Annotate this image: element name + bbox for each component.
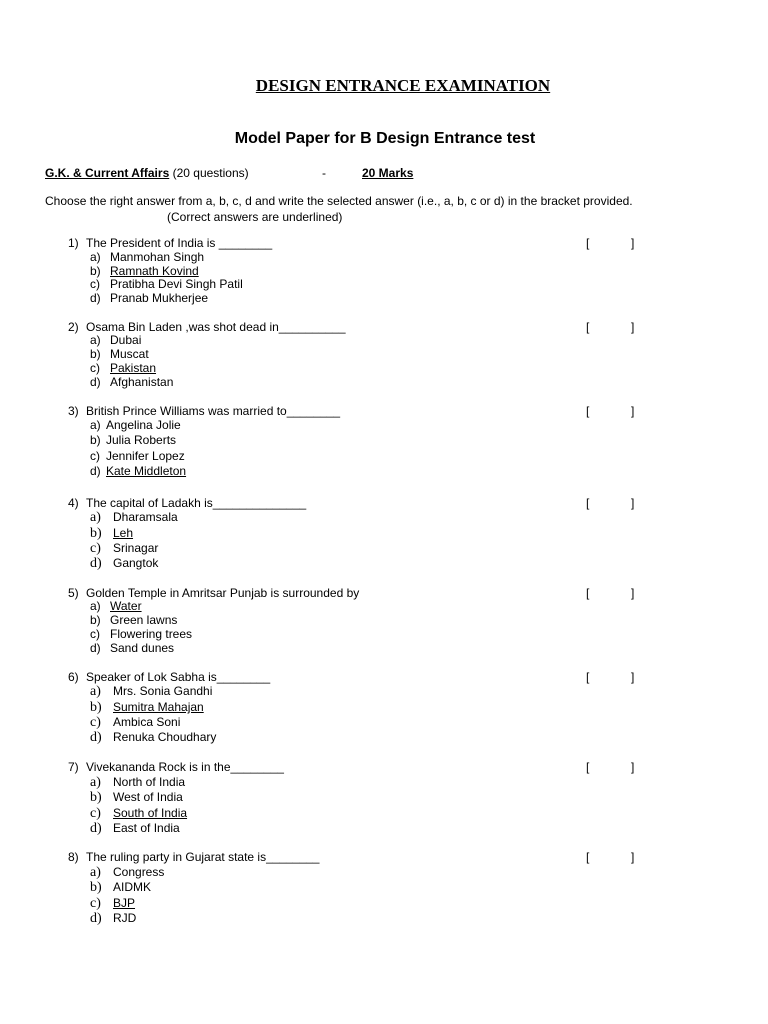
- option-b: b) Ramnath Kovind: [90, 264, 199, 278]
- question-text-line: [68, 236, 272, 251]
- answer-bracket-close: ]: [631, 760, 635, 774]
- question-text-line: [68, 404, 340, 419]
- correct-answer: Pakistan: [110, 361, 157, 375]
- answer-bracket-close: ]: [631, 236, 635, 250]
- option-b: b) Julia Roberts: [90, 433, 177, 447]
- page-title: DESIGN ENTRANCE EXAMINATION: [255, 76, 551, 95]
- option-c: c) Srinagar: [90, 541, 159, 556]
- option-b: b) Leh: [90, 526, 134, 541]
- answer-bracket-open: [: [586, 236, 590, 250]
- question-text: Vivekananda Rock is in the________: [86, 760, 284, 774]
- question-number: 2): [68, 320, 79, 334]
- page-subtitle: Model Paper for B Design Entrance test: [234, 130, 536, 147]
- question-text: Osama Bin Laden ,was shot dead in__________: [86, 320, 346, 334]
- answer-bracket-close: ]: [631, 404, 635, 418]
- correct-answer: Sumitra Mahajan: [113, 700, 204, 714]
- question-number: 7): [68, 760, 79, 774]
- answer-bracket-open: [: [586, 760, 590, 774]
- section-dash: -: [322, 166, 326, 180]
- question-text: The ruling party in Gujarat state is________: [86, 850, 320, 864]
- correct-answer: Ramnath Kovind: [110, 264, 199, 278]
- correct-answer: Kate Middleton: [106, 464, 187, 478]
- option-c: c) Ambica Soni: [90, 715, 181, 730]
- question-text-line: [68, 760, 284, 775]
- correct-answer: South of India: [113, 806, 188, 820]
- option-a: a) Mrs. Sonia Gandhi: [90, 684, 213, 699]
- option-a: a) Dharamsala: [90, 510, 178, 525]
- option-d: d) RJD: [90, 911, 137, 926]
- question-text: The President of India is ________: [86, 236, 273, 250]
- section-header: [45, 166, 414, 180]
- question-number: 4): [68, 496, 79, 510]
- option-b: b) AIDMK: [90, 880, 152, 895]
- question-text: The capital of Ladakh is______________: [86, 496, 307, 510]
- option-d: d) Afghanistan: [90, 375, 174, 389]
- option-a: a) Angelina Jolie: [90, 418, 181, 432]
- correct-answer: Leh: [113, 526, 134, 540]
- question-text-line: [68, 496, 306, 511]
- option-c: c) Pratibha Devi Singh Patil: [90, 277, 243, 291]
- answer-bracket-close: ]: [631, 496, 635, 510]
- answer-bracket-open: [: [586, 404, 590, 418]
- option-a: a) Manmohan Singh: [90, 250, 205, 264]
- instructions-note: (Correct answers are underlined): [167, 210, 343, 224]
- option-b: b) Muscat: [90, 347, 149, 361]
- question-text: Golden Temple in Amritsar Punjab is surrounded by: [86, 586, 360, 600]
- question-number: 3): [68, 404, 79, 418]
- question-number: 8): [68, 850, 79, 864]
- option-d: d) Renuka Choudhary: [90, 730, 217, 745]
- section-name: G.K. & Current Affairs: [45, 166, 170, 180]
- option-b: b) Green lawns: [90, 613, 178, 627]
- answer-bracket-close: ]: [631, 850, 635, 864]
- option-d: d) Pranab Mukherjee: [90, 291, 209, 305]
- option-a: a) North of India: [90, 775, 186, 790]
- option-b: b) Sumitra Mahajan: [90, 700, 204, 715]
- option-c: c) South of India: [90, 806, 188, 821]
- question-text: Speaker of Lok Sabha is________: [86, 670, 271, 684]
- answer-bracket-close: ]: [631, 586, 635, 600]
- question-number: 5): [68, 586, 79, 600]
- option-c: c) BJP: [90, 896, 136, 911]
- option-d: d) East of India: [90, 821, 180, 836]
- answer-bracket-open: [: [586, 850, 590, 864]
- question-number: 6): [68, 670, 79, 684]
- option-d: d) Gangtok: [90, 556, 159, 571]
- section-count: (20 questions): [172, 166, 249, 180]
- option-d: d) Kate Middleton: [90, 464, 187, 478]
- answer-bracket-close: ]: [631, 320, 635, 334]
- correct-answer: Water: [110, 599, 142, 613]
- option-b: b) West of India: [90, 790, 183, 805]
- option-d: d) Sand dunes: [90, 641, 175, 655]
- option-c: c) Pakistan: [90, 361, 157, 375]
- option-a: a) Congress: [90, 865, 165, 880]
- answer-bracket-close: ]: [631, 670, 635, 684]
- correct-answer: BJP: [113, 896, 136, 910]
- option-a: a) Dubai: [90, 333, 142, 347]
- answer-bracket-open: [: [586, 320, 590, 334]
- option-c: c) Flowering trees: [90, 627, 193, 641]
- answer-bracket-open: [: [586, 586, 590, 600]
- answer-bracket-open: [: [586, 670, 590, 684]
- option-c: c) Jennifer Lopez: [90, 449, 185, 463]
- instructions-text: Choose the right answer from a, b, c, d and write the selected answer (i.e., a, b, c or d) in the bracket provided.: [45, 194, 633, 208]
- section-marks: 20 Marks: [362, 166, 414, 180]
- question-number: 1): [68, 236, 79, 250]
- question-text-line: [68, 670, 270, 685]
- question-text-line: [68, 850, 319, 865]
- answer-bracket-open: [: [586, 496, 590, 510]
- option-a: a) Water: [90, 599, 142, 613]
- question-text: British Prince Williams was married to________: [86, 404, 341, 418]
